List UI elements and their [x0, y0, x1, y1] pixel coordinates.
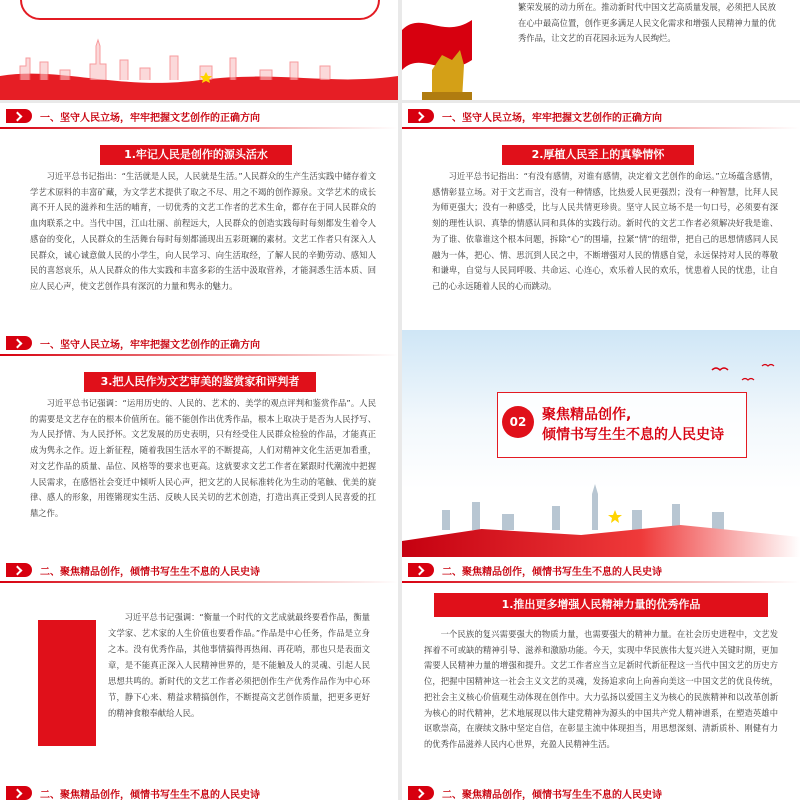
- section-header: [402, 557, 800, 583]
- section-header: [402, 103, 800, 129]
- section-header: [0, 103, 398, 129]
- city-skyline-graphic: [402, 480, 800, 530]
- slide-bottom-left-partial: [0, 784, 398, 800]
- arrow-badge-icon: [6, 109, 32, 123]
- arrow-badge-icon: [408, 563, 434, 577]
- arrow-badge-icon: [408, 109, 434, 123]
- header-divider: [0, 354, 398, 356]
- header-divider: [0, 127, 398, 129]
- body-paragraph: 习近平总书记指出：“有没有感情，对谁有感情，决定着文艺创作的命运。”立场蕴含感情，感情彰显立场。对于文艺而言，没有一种情感，比热爱人民更强烈；没有一种智慧，比拜人民为师更强大；没有一种感受，比与人民共情更珍贵。坚守人民立场不是一句口号，必须要有深刻的理性认识、真挚的情感认同和具体的实践行动。新时代的文艺工作者必须解决好我是谁、为了谁、依靠谁这个根本问题，拆除“心”的围墙，拉紧“情”的纽带，把自己的思想情感同人民融为一体，把心、情、思沉到人民之中，不断增强对人民的情感自觉，永远保持对人民的尊敬和谦卑，自觉与人民同呼吸、共命运、心连心，欢乐着人民的欢乐，忧患着人民的忧患，让自己的心永远随着人民的心而跳动。: [432, 171, 778, 291]
- body-paragraph: 习近平总书记强调：“衡量一个时代的文艺成就最终要看作品，衡量文学家、艺术家的人生价值也要看作品。”作品是中心任务，作品是立身之本。没有优秀作品，其他事情搞得再热闹、再花哨，那也只是表面文章，是不能真正深入人民精神世界的，是不能触及人的灵魂、引起人民思想共鸣的。新时代的文艺工作者必须把创作生产优秀作品作为中心环节，静下心来、精益求精搞创作，不断提高文艺创作质量，把更多更好的精神食粮奉献给人民。: [108, 612, 370, 718]
- section-title: 二、聚焦精品创作，倾情书写生生不息的人民史诗: [40, 790, 260, 800]
- header-divider: [402, 127, 800, 129]
- city-skyline-graphic: [0, 36, 398, 100]
- section-title: 一、坚守人民立场，牢牢把握文艺创作的正确方向: [40, 340, 260, 351]
- section-title: 一、坚守人民立场，牢牢把握文艺创作的正确方向: [442, 113, 662, 124]
- slide-section1-point2: [402, 103, 800, 330]
- arrow-badge-icon: [6, 786, 32, 800]
- flag-monument-graphic: [402, 0, 492, 100]
- arrow-badge-icon: [6, 336, 32, 350]
- intro-paragraph: 繁荣发展的动力所在。推动新时代中国文艺高质量发展，必须把人民放在心中最高位置，创作更多满足人民文化需求和增强人民精神力量的优秀作品，让文艺的百花园永远为人民绚烂。: [518, 2, 776, 43]
- arrow-badge-icon: [6, 563, 32, 577]
- subtitle-bar: 2.厚植人民至上的真挚情怀: [502, 145, 694, 165]
- title-frame: [20, 0, 380, 20]
- slide-chapter-cover: [402, 330, 800, 557]
- subtitle-bar: 1.推出更多增强人民精神力量的优秀作品: [434, 593, 768, 617]
- section-header: [0, 330, 398, 356]
- slide-section1-point1: [0, 103, 398, 330]
- chapter-number: 02: [502, 406, 534, 438]
- slide-bottom-right-partial: [402, 784, 800, 800]
- slide-section2-intro: [0, 557, 398, 784]
- arrow-badge-icon: [408, 786, 434, 800]
- slide-section2-point1: [402, 557, 800, 784]
- slide-section1-point3: [0, 330, 398, 557]
- body-paragraph: 习近平总书记指出：“生活就是人民，人民就是生活。”人民群众的生产生活实践中储存着文学艺术原料的丰富矿藏，为文学艺术提供了取之不尽、用之不竭的创作源泉。文学艺术的成长离不开人民的滋养和生活的哺育，一切优秀的文艺工作者的艺术生命，都存在于同人民群众的血肉联系之中。当代中国，江山壮丽、前程远大，人民群众的创造实践每时每刻都发生着令人感奋的变化，人民群众的生活舞台每时每刻都涌现出五彩斑斓的素材。文艺工作者只有深入人民群众，诚心诚意做人民的小学生，向人民学习、向生活取经，了解人民的辛勤劳动、感知人民的喜怒哀乐，从人民群众的伟大实践和丰富多彩的生活中汲取营养，才能洞悉生活本质、回应人民心声，使文艺创作具有深沉的力量和隽永的魅力。: [30, 171, 376, 291]
- section-title: 二、聚焦精品创作，倾情书写生生不息的人民史诗: [40, 567, 260, 578]
- subtitle-bar: 1.牢记人民是创作的源头活水: [100, 145, 292, 165]
- subtitle-bar: 3.把人民作为文艺审美的鉴赏家和评判者: [84, 372, 316, 392]
- body-paragraph: 一个民族的复兴需要强大的物质力量，也需要强大的精神力量。在社会历史进程中，文艺发挥着不可或缺的精神引导、滋养和激励功能。今天，实现中华民族伟大复兴进入关键时期，更加需要人民精神力量的增强和提升。文艺工作者应当立足新时代新征程这一当代中国文艺的历史方位，把握中国精神这一社会主义文艺的灵魂，发扬追求向上向善向美这一中国文艺的优良传统，把社会主义核心价值观生动体现在创作中。大力弘扬以爱国主义为核心的民族精神和以改革创新为核心的时代精神，艺术地展现以伟大建党精神为源头的中国共产党人精神谱系，在塑造英雄中讴歌崇高，在赓续文脉中坚定自信，在彰显主流中体现担当，用思想深刻、清新质朴、刚健有力的优秀作品滋养人民内心世界，充盈人民精神生活。: [424, 629, 778, 749]
- section-title: 二、聚焦精品创作，倾情书写生生不息的人民史诗: [442, 567, 662, 578]
- section-title: 一、坚守人民立场，牢牢把握文艺创作的正确方向: [40, 113, 260, 124]
- header-divider: [402, 581, 800, 583]
- section-header: [0, 557, 398, 583]
- header-divider: [0, 581, 398, 583]
- star-icon: [608, 510, 622, 524]
- chapter-title-line1: 聚焦精品创作,: [542, 407, 632, 423]
- chapter-title-line2: 倾情书写生生不息的人民史诗: [542, 427, 724, 443]
- decorative-red-block: [38, 620, 96, 746]
- body-paragraph: 习近平总书记强调：“运用历史的、人民的、艺术的、美学的观点评判和鉴赏作品”。人民的需要是文艺存在的根本价值所在。能不能创作出优秀作品，根本上取决于是否为人民抒写、为人民抒情、为人民抒怀。文艺发展的历史表明，只有经受住人民群众检验的作品，才能真正成为隽永之作。迈上新征程，随着我国生活水平的不断提高，人们对精神文化生活更加看重，对文艺作品的质量、品位、风格等的要求也更高。这就要求文艺工作者在紧跟时代潮流中把握人民需求，在感悟社会变迁中倾听人民心声，把文艺的人民标准转化为生动的笔触、优美的旋律、感人的形象，用铿锵现实生活、反映人民关切的艺术创造，打造出真正受到人民喜爱的扛鼎之作。: [30, 398, 376, 518]
- slide-cover-top-left: [0, 0, 398, 100]
- section-title: 二、聚焦精品创作，倾情书写生生不息的人民史诗: [442, 790, 662, 800]
- slide-intro-top-right: [402, 0, 800, 100]
